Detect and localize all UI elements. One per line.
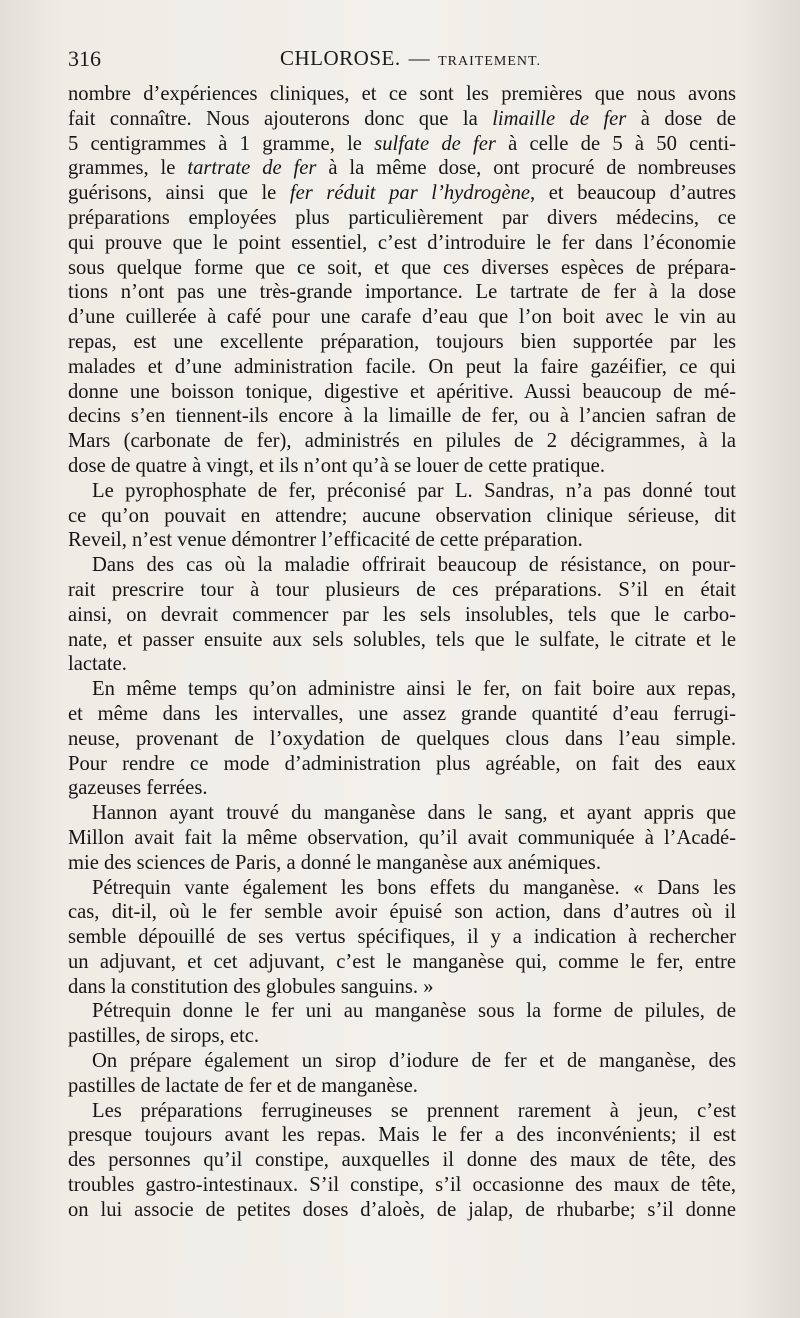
text-line: un adjuvant, et cet adjuvant, c’est le manganèse qui, comme le fer, entre: [68, 950, 736, 973]
body-text: [68, 82, 736, 1223]
text-line: gazeuses ferrées.: [68, 777, 208, 800]
running-head-section: TRAITEMENT.: [438, 54, 541, 69]
text-line: d’une cuillerée à café pour une carafe d’eau que l’on boit avec le vin au: [68, 306, 736, 329]
text-line: repas, est une excellente préparation, toujours bien supportée par les: [68, 330, 736, 353]
text-line: mie des sciences de Paris, a donné le manganèse aux anémiques.: [68, 851, 601, 874]
text-line: des personnes qu’il constipe, auxquelles il donne des maux de tête, des: [68, 1149, 736, 1172]
text-line: semble dépouillé de ses vertus spécifiques, il y a indication à rechercher: [68, 926, 736, 949]
running-head-title: CHLOROSE.: [280, 46, 401, 70]
text-line: sous quelque forme que ce soit, et que ces diverses espèces de prépara-: [68, 256, 736, 279]
text-line: donne une boisson tonique, digestive et apéritive. Aussi beaucoup de mé-: [68, 380, 736, 403]
text-line: neuse, provenant de l’oxydation de quelques clous dans l’eau simple.: [68, 727, 736, 750]
italic-term: tartrate de fer: [187, 157, 317, 180]
text-line: malades et d’une administration facile. On peut la faire gazéifier, ce qui: [68, 355, 736, 378]
text-line: Hannon ayant trouvé du manganèse dans le sang, et ayant appris que: [92, 802, 736, 825]
running-head-dash: —: [408, 46, 431, 70]
text-line: on lui associe de petites doses d’aloès, de jalap, de rhubarbe; s’il donne: [68, 1198, 736, 1221]
italic-term: limaille de fer: [492, 107, 627, 130]
text-line: En même temps qu’on administre ainsi le fer, on fait boire aux repas,: [92, 678, 736, 701]
text-line: decins s’en tiennent-ils encore à la limaille de fer, ou à l’ancien safran de: [68, 405, 736, 428]
text-line: pastilles, de sirops, etc.: [68, 1025, 260, 1048]
text-line: lactate.: [68, 653, 127, 676]
text-line: ce qu’on pouvait en attendre; aucune observation clinique sérieuse, dit: [68, 504, 736, 527]
text-line: et même dans les intervalles, une assez grande quantité d’eau ferrugi-: [68, 702, 736, 725]
text-line: qui prouve que le point essentiel, c’est d’introduire le fer dans l’économie: [68, 231, 736, 254]
text-line: tions n’ont pas une très-grande importance. Le tartrate de fer à la dose: [68, 281, 736, 304]
text-line: Reveil, n’est venue démontrer l’efficacité de cette préparation.: [68, 529, 583, 552]
text-line: grammes, le tartrate de fer à la même dose, ont procuré de nombreuses: [68, 157, 736, 180]
text-line: ainsi, on devrait commencer par les sels insolubles, tels que le carbo-: [68, 603, 736, 626]
text-line: Pour rendre ce mode d’administration plus agréable, on fait des eaux: [68, 752, 736, 775]
text-line: Dans des cas où la maladie offrirait beaucoup de résistance, on pour-: [92, 554, 736, 577]
text-line: Pétrequin vante également les bons effets du manganèse. « Dans les: [92, 876, 736, 899]
text-line: pastilles de lactate de fer et de manganèse.: [68, 1074, 418, 1097]
text-line: fait connaître. Nous ajouterons donc que la limaille de fer à dose de: [68, 107, 736, 130]
italic-term: fer réduit par l’hydrogène: [289, 182, 531, 205]
text-line: nombre d’expériences cliniques, et ce sont les premières que nous avons: [68, 83, 736, 105]
text-line: préparations employées plus particulièrement par divers médecins, ce: [68, 206, 736, 229]
page-header: [68, 44, 736, 78]
text-line: guérisons, ainsi que le fer réduit par l’hydrogène, et beaucoup d’autres: [68, 182, 736, 205]
text-line: cas, dit-il, où le fer semble avoir épuisé son action, dans d’autres où il: [68, 901, 736, 924]
text-line: rait prescrire tour à tour plusieurs de ces préparations. S’il en était: [68, 578, 736, 601]
text-line: dans la constitution des globules sanguins. »: [68, 975, 434, 998]
text-line: Les préparations ferrugineuses se prennent rarement à jeun, c’est: [92, 1099, 736, 1122]
text-line: On prépare également un sirop d’iodure de fer et de manganèse, des: [92, 1050, 736, 1073]
text-line: Pétrequin donne le fer uni au manganèse sous la forme de pilules, de: [92, 1000, 736, 1023]
page-number: 316: [68, 46, 101, 71]
text-line: dose de quatre à vingt, et ils n’ont qu’à se louer de cette pratique.: [68, 454, 605, 477]
text-line: Mars (carbonate de fer), administrés en pilules de 2 décigrammes, à la: [68, 430, 736, 453]
text-line: presque toujours avant les repas. Mais le fer a des inconvénients; il est: [68, 1124, 736, 1147]
italic-term: sulfate de fer: [374, 132, 496, 155]
running-head: [280, 46, 541, 71]
text-line: troubles gastro-intestinaux. S’il constipe, s’il occasionne des maux de tête,: [68, 1174, 736, 1197]
text-line: 5 centigrammes à 1 gramme, le sulfate de fer à celle de 5 à 50 centi-: [68, 132, 736, 155]
text-line: Le pyrophosphate de fer, préconisé par L. Sandras, n’a pas donné tout: [92, 479, 736, 502]
text-line: nate, et passer ensuite aux sels solubles, tels que le sulfate, le citrate et le: [68, 628, 736, 651]
text-line: Millon avait fait la même observation, qu’il avait communiquée à l’Acadé-: [68, 826, 736, 849]
